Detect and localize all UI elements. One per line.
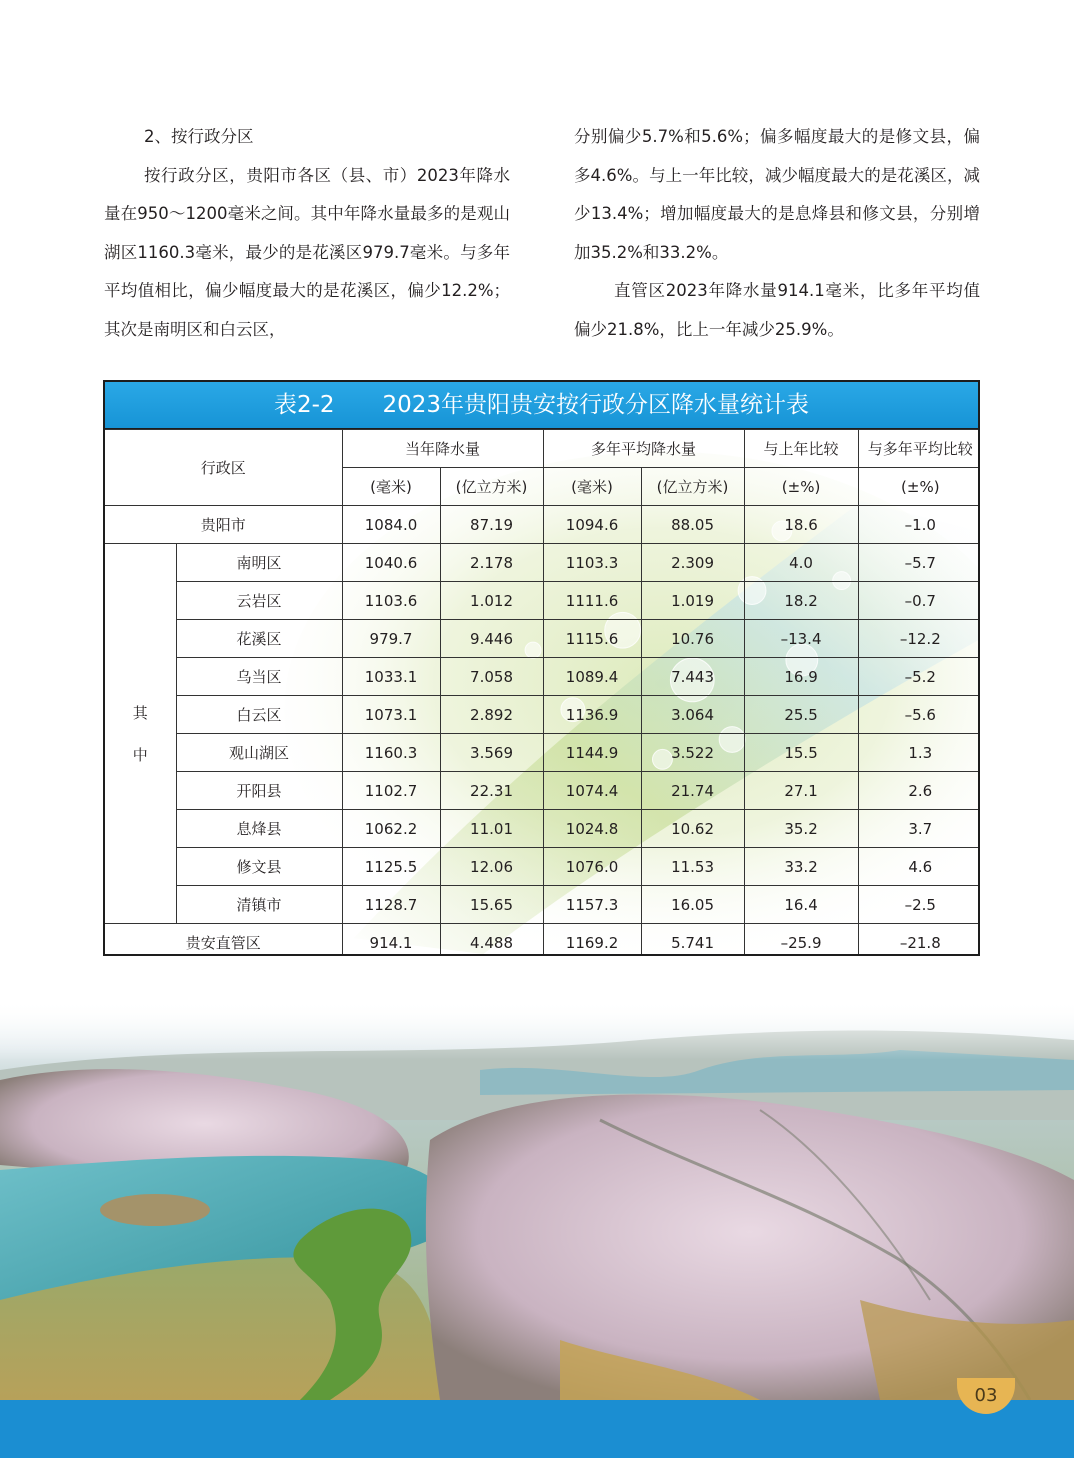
- cell-average-mm: 1076.0: [543, 848, 641, 886]
- cell-current-mm: 1103.6: [342, 582, 440, 620]
- unit-volume: (亿立方米): [440, 468, 543, 506]
- cell-current-mm: 979.7: [342, 620, 440, 658]
- cell-current-volume: 9.446: [440, 620, 543, 658]
- cell-average-mm: 1074.4: [543, 772, 641, 810]
- cell-current-mm: 1084.0: [342, 506, 440, 544]
- table-row: [105, 620, 980, 658]
- table-label: 表2-2: [273, 392, 335, 418]
- cell-average-mm: 1089.4: [543, 658, 641, 696]
- cell-current-volume: 11.01: [440, 810, 543, 848]
- table-row: [105, 658, 980, 696]
- unit-volume-avg: (亿立方米): [641, 468, 744, 506]
- cell-current-volume: 15.65: [440, 886, 543, 924]
- cell-vs-average: –1.0: [858, 506, 980, 544]
- cell-current-volume: 87.19: [440, 506, 543, 544]
- cell-average-volume: 21.74: [641, 772, 744, 810]
- region-name: 云岩区: [176, 582, 342, 620]
- header-vs-average: 与多年平均比较: [858, 430, 980, 468]
- cell-average-volume: 88.05: [641, 506, 744, 544]
- table-row: [105, 734, 980, 772]
- cell-vs-average: –2.5: [858, 886, 980, 924]
- cell-average-volume: 5.741: [641, 924, 744, 957]
- cell-average-volume: 10.62: [641, 810, 744, 848]
- header-average: 多年平均降水量: [543, 430, 744, 468]
- cell-vs-average: –5.7: [858, 544, 980, 582]
- region-name: 贵安直管区: [105, 924, 342, 957]
- cell-current-volume: 22.31: [440, 772, 543, 810]
- cell-current-volume: 3.569: [440, 734, 543, 772]
- cell-vs-last-year: 33.2: [744, 848, 858, 886]
- table-row: [105, 848, 980, 886]
- cell-average-mm: 1157.3: [543, 886, 641, 924]
- cell-average-mm: 1024.8: [543, 810, 641, 848]
- cell-average-mm: 1111.6: [543, 582, 641, 620]
- cell-vs-last-year: 18.6: [744, 506, 858, 544]
- cell-vs-last-year: 15.5: [744, 734, 858, 772]
- cell-average-mm: 1103.3: [543, 544, 641, 582]
- cell-average-mm: 1094.6: [543, 506, 641, 544]
- of-which-label: [105, 544, 176, 924]
- cell-average-volume: 11.53: [641, 848, 744, 886]
- cell-current-mm: 1128.7: [342, 886, 440, 924]
- region-name: 清镇市: [176, 886, 342, 924]
- region-name: 南明区: [176, 544, 342, 582]
- region-name: 开阳县: [176, 772, 342, 810]
- rainfall-table: [105, 429, 980, 956]
- text-column-left: [104, 118, 510, 349]
- cell-average-mm: 1169.2: [543, 924, 641, 957]
- cell-vs-average: –21.8: [858, 924, 980, 957]
- section-heading: 2、按行政分区: [144, 127, 254, 146]
- cell-current-volume: 12.06: [440, 848, 543, 886]
- cell-current-volume: 4.488: [440, 924, 543, 957]
- header-current: 当年降水量: [342, 430, 543, 468]
- page-number: 03: [957, 1378, 1015, 1414]
- unit-mm-avg: (毫米): [543, 468, 641, 506]
- text-column-right: [574, 118, 980, 349]
- region-name: 花溪区: [176, 620, 342, 658]
- table-title-bar: [105, 382, 978, 429]
- cell-current-mm: 1160.3: [342, 734, 440, 772]
- cell-vs-average: 3.7: [858, 810, 980, 848]
- unit-mm: (毫米): [342, 468, 440, 506]
- cell-vs-average: 1.3: [858, 734, 980, 772]
- cell-average-volume: 10.76: [641, 620, 744, 658]
- right-paragraph-1: 分别偏少5.7%和5.6%；偏多幅度最大的是修文县，偏多4.6%。与上一年比较，减少幅度最大的是花溪区，减少13.4%；增加幅度最大的是息烽县和修文县，分别增加35.2%和33.2%。: [574, 127, 980, 262]
- right-paragraph-2: 直管区2023年降水量914.1毫米，比多年平均值偏少21.8%，比上一年减少25.9%。: [574, 281, 980, 339]
- cell-vs-average: –0.7: [858, 582, 980, 620]
- of-which-char-2: 中: [132, 745, 148, 764]
- cell-average-volume: 7.443: [641, 658, 744, 696]
- table-row-guian: [105, 924, 980, 957]
- left-paragraph: 按行政分区，贵阳市各区（县、市）2023年降水量在950～1200毫米之间。其中年降水量最多的是观山湖区1160.3毫米，最少的是花溪区979.7毫米。与多年平均值相比，偏少幅度最大的是花溪区，偏少12.2%；其次是南明区和白云区，: [104, 165, 510, 339]
- cell-current-volume: 7.058: [440, 658, 543, 696]
- region-name: 贵阳市: [105, 506, 342, 544]
- header-region: 行政区: [105, 430, 342, 506]
- region-name: 观山湖区: [176, 734, 342, 772]
- table-row: [105, 582, 980, 620]
- cell-current-mm: 1040.6: [342, 544, 440, 582]
- cell-current-mm: 914.1: [342, 924, 440, 957]
- cell-vs-last-year: 27.1: [744, 772, 858, 810]
- cell-vs-last-year: 16.9: [744, 658, 858, 696]
- header-row-1: [105, 430, 980, 468]
- cell-average-volume: 2.309: [641, 544, 744, 582]
- cell-current-mm: 1125.5: [342, 848, 440, 886]
- cell-current-mm: 1033.1: [342, 658, 440, 696]
- cell-vs-average: –5.6: [858, 696, 980, 734]
- cell-current-volume: 1.012: [440, 582, 543, 620]
- cell-average-volume: 3.064: [641, 696, 744, 734]
- cell-average-mm: 1115.6: [543, 620, 641, 658]
- table-row: [105, 696, 980, 734]
- cell-vs-last-year: 18.2: [744, 582, 858, 620]
- cell-vs-last-year: –25.9: [744, 924, 858, 957]
- unit-percent-avg: (±%): [858, 468, 980, 506]
- aerial-landscape-photo: [0, 1000, 1074, 1400]
- footer-bar: [0, 1400, 1074, 1458]
- region-name: 息烽县: [176, 810, 342, 848]
- cell-current-volume: 2.892: [440, 696, 543, 734]
- cell-average-mm: 1136.9: [543, 696, 641, 734]
- cell-vs-average: 4.6: [858, 848, 980, 886]
- cell-current-mm: 1102.7: [342, 772, 440, 810]
- cell-vs-average: 2.6: [858, 772, 980, 810]
- table-row: [105, 886, 980, 924]
- region-name: 白云区: [176, 696, 342, 734]
- region-name: 修文县: [176, 848, 342, 886]
- cell-current-volume: 2.178: [440, 544, 543, 582]
- header-vs-last-year: 与上年比较: [744, 430, 858, 468]
- rainfall-table-panel: [103, 380, 980, 956]
- cell-vs-average: –12.2: [858, 620, 980, 658]
- cell-current-mm: 1073.1: [342, 696, 440, 734]
- cell-average-volume: 16.05: [641, 886, 744, 924]
- cell-average-volume: 1.019: [641, 582, 744, 620]
- cell-vs-average: –5.2: [858, 658, 980, 696]
- cell-vs-last-year: 35.2: [744, 810, 858, 848]
- cell-average-mm: 1144.9: [543, 734, 641, 772]
- table-row: [105, 810, 980, 848]
- of-which-char-1: 其: [132, 703, 148, 722]
- cell-vs-last-year: –13.4: [744, 620, 858, 658]
- cell-vs-last-year: 4.0: [744, 544, 858, 582]
- region-name: 乌当区: [176, 658, 342, 696]
- cell-average-volume: 3.522: [641, 734, 744, 772]
- unit-percent: (±%): [744, 468, 858, 506]
- table-row-city: [105, 506, 980, 544]
- cell-vs-last-year: 16.4: [744, 886, 858, 924]
- table-title: 2023年贵阳贵安按行政分区降水量统计表: [382, 392, 810, 418]
- table-row: [105, 544, 980, 582]
- table-row: [105, 772, 980, 810]
- cell-current-mm: 1062.2: [342, 810, 440, 848]
- cell-vs-last-year: 25.5: [744, 696, 858, 734]
